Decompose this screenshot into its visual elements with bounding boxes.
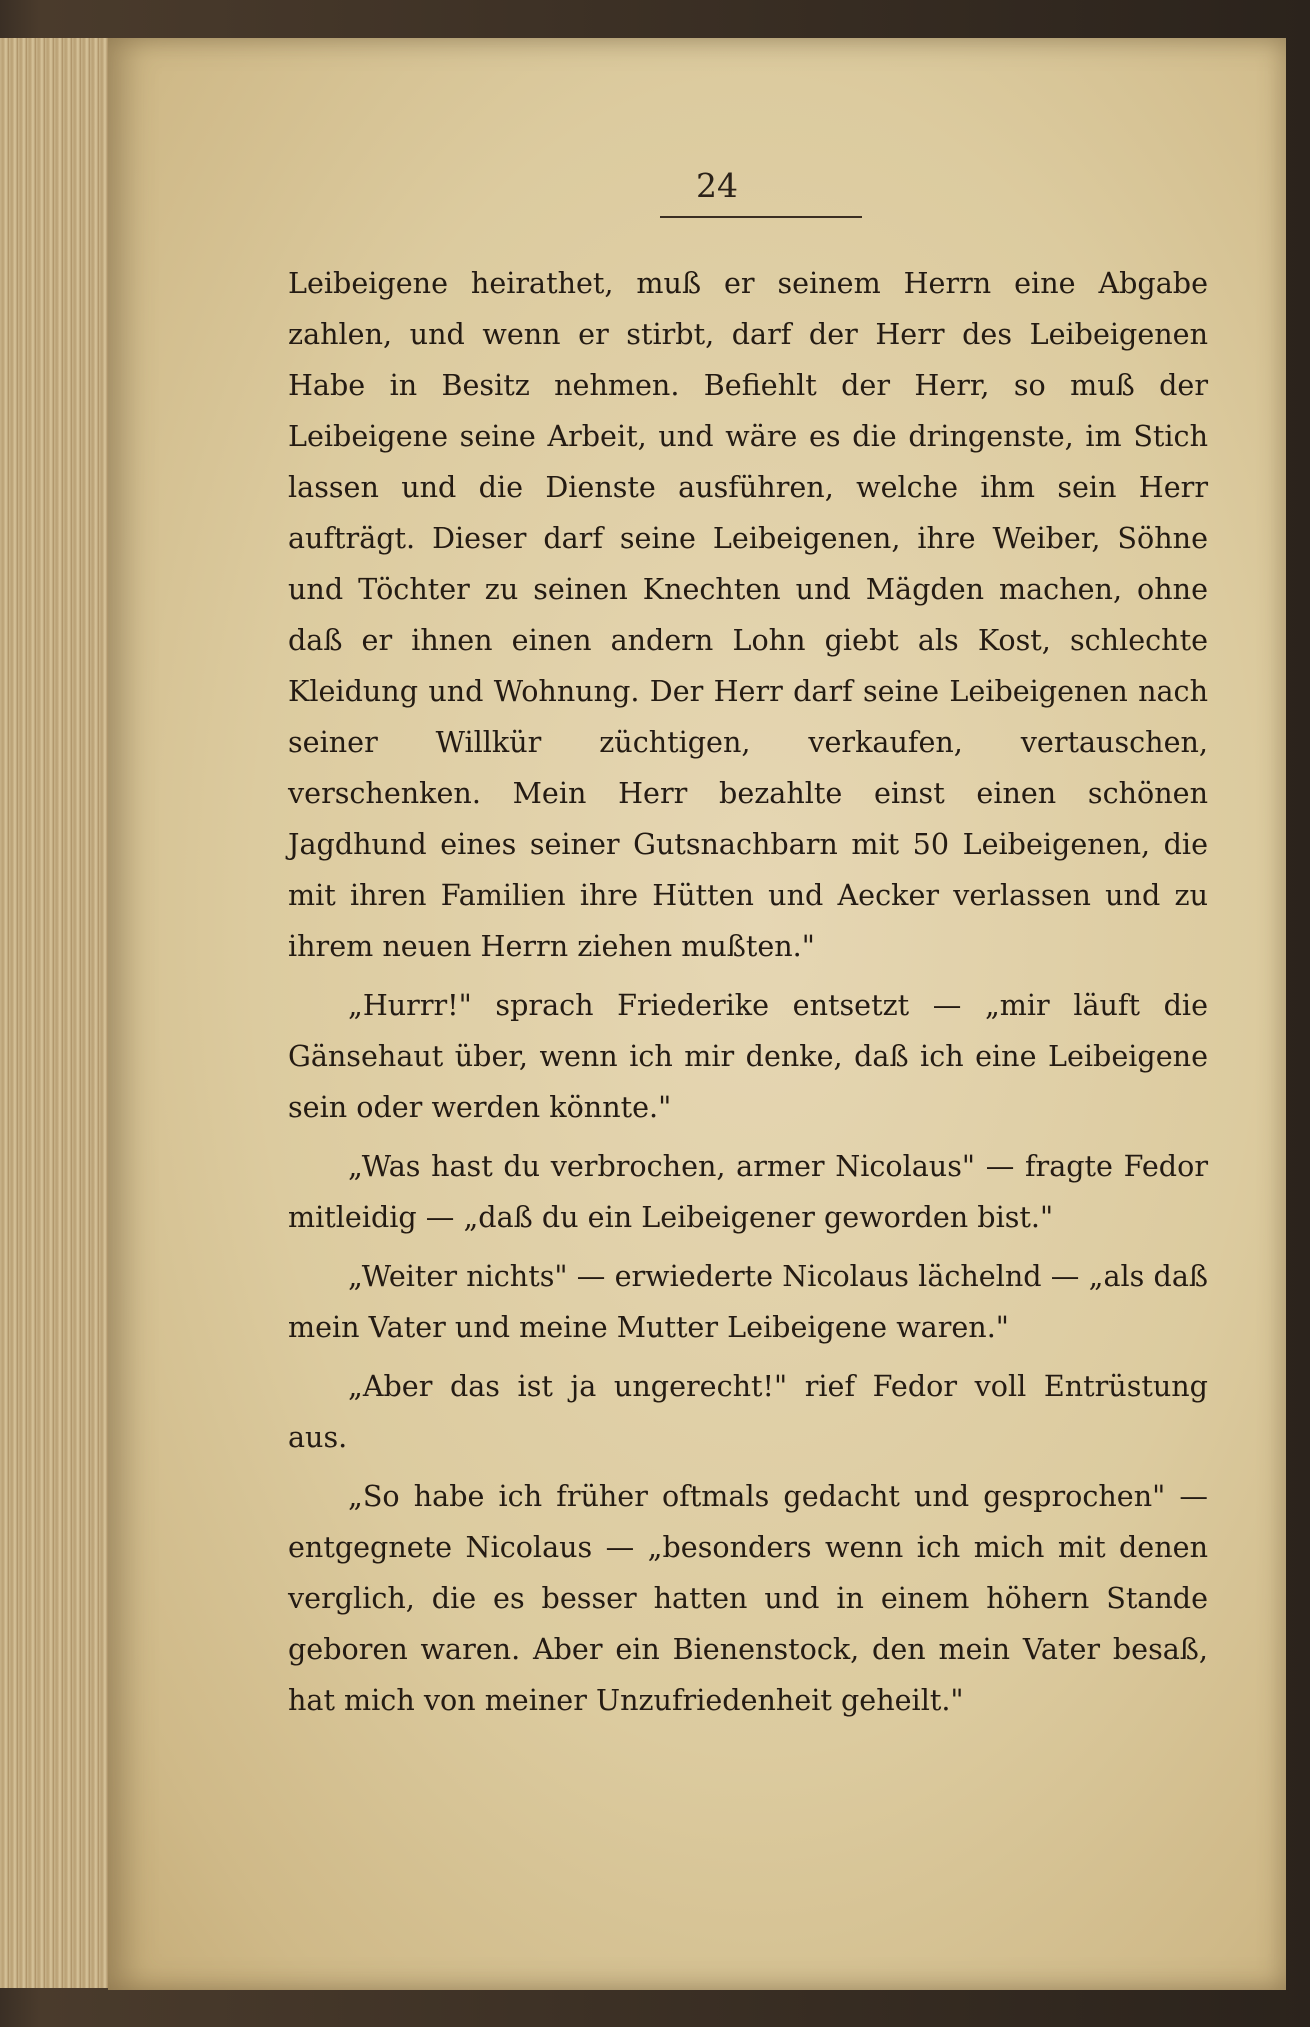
paragraph-2: „Hurrr!" sprach Friederike entsetzt — „mir läuft die Gänsehaut über, wenn ich mir denke, daß ich eine Leibeigene sein oder werden könnte." [288, 988, 1208, 1124]
paragraph-4: „Weiter nichts" — erwiederte Nicolaus lächelnd — „als daß mein Vater und meine Mutter Leibeigene waren." [288, 1259, 1208, 1344]
header-rule [660, 216, 862, 218]
paragraph-3: „Was hast du verbrochen, armer Nicolaus" — fragte Fedor mitleidig — „daß du ein Leibeigener geworden bist." [288, 1149, 1208, 1234]
body-text [288, 258, 1208, 1734]
paragraph-5: „Aber das ist ja ungerecht!" rief Fedor voll Entrüstung aus. [288, 1369, 1208, 1454]
paragraph-1: Leibeigene heirathet, muß er seinem Herrn eine Abgabe zahlen, und wenn er stirbt, darf der Herr des Leibeigenen Habe in Besitz nehmen. Befiehlt der Herr, so muß der Leibeigene seine Arbeit, und wäre es die dringenste, im Stich lassen und die Dienste ausführen, welche ihm sein Herr aufträgt. Dieser darf seine Leibeigenen, ihre Weiber, Söhne und Töchter zu seinen Knechten und Mägden machen, ohne daß er ihnen einen andern Lohn giebt als Kost, schlechte Kleidung und Wohnung. Der Herr darf seine Leibeigenen nach seiner Willkür züchtigen, verkaufen, vertauschen, verschenken. Mein Herr bezahlte einst einen schönen Jagdhund eines seiner Gutsnachbarn mit 50 Leibeigenen, die mit ihren Familien ihre Hütten und Aecker verlassen und zu ihrem neuen Herrn ziehen mußten." [288, 266, 1208, 963]
paragraph-6: „So habe ich früher oftmals gedacht und gesprochen" — entgegnete Nicolaus — „besonders wenn ich mich mit denen verglich, die es besser hatten und in einem höhern Stande geboren waren. Aber ein Bienenstock, den mein Vater besaß, hat mich von meiner Unzufriedenheit geheilt." [288, 1479, 1208, 1717]
book-page [108, 38, 1286, 1990]
page-number: 24 [696, 166, 738, 205]
page-stack-edges [0, 38, 112, 1988]
